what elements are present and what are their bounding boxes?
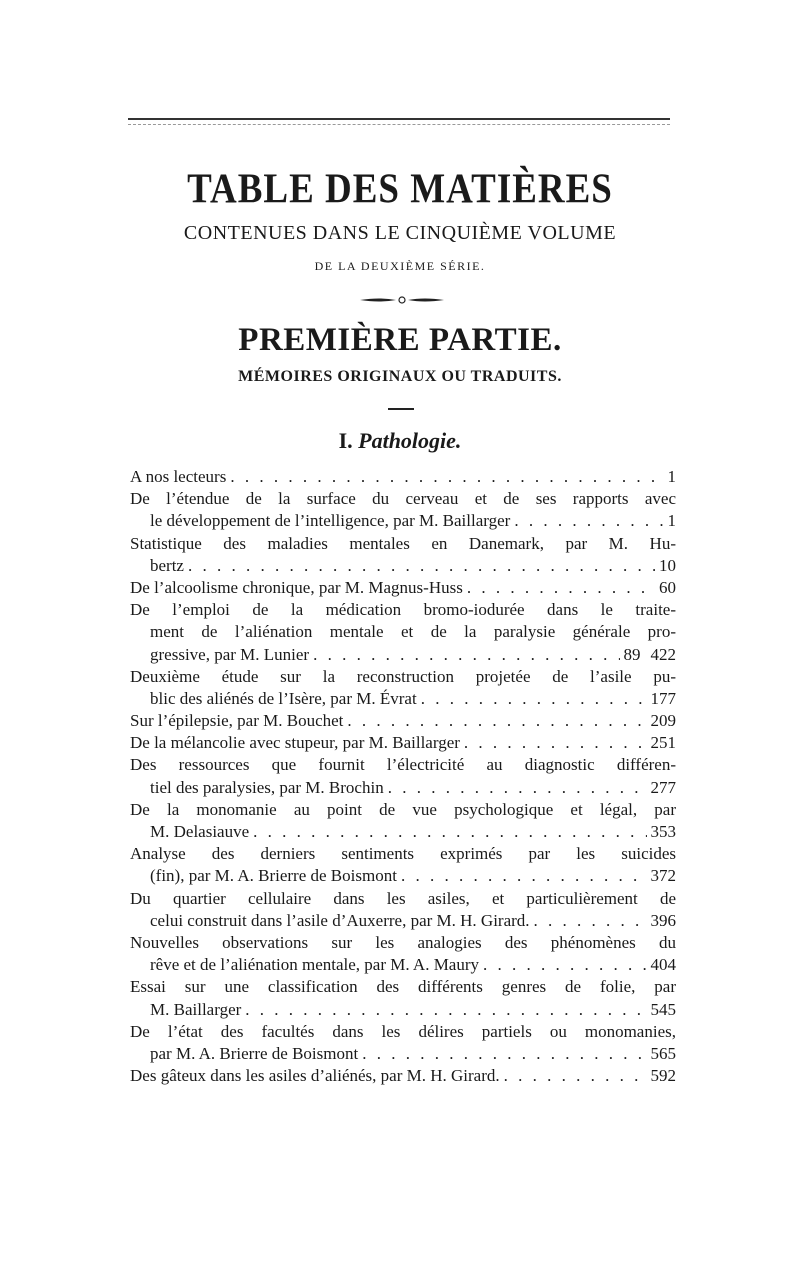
leader-dots (483, 954, 646, 976)
top-rule-dashed (128, 124, 670, 125)
section-number: I. (338, 428, 353, 453)
section-title: Pathologie. (358, 428, 462, 453)
toc-entry (130, 1021, 676, 1043)
toc-entry (130, 799, 676, 821)
toc-entry-continuation (130, 865, 676, 887)
toc-entry (130, 710, 676, 732)
toc-entry-text: De l’alcoolisme chronique, par M. Magnus-Huss (130, 577, 463, 597)
toc-entry (130, 599, 676, 621)
toc-page-number: 592 (650, 1066, 676, 1086)
table-of-contents (130, 466, 676, 1087)
toc-entry-text: Analyse des derniers sentiments exprimés par les suicides (130, 844, 676, 864)
toc-entry-text: M. Delasiauve (150, 822, 250, 841)
toc-entry-text: Des ressources que fournit l’électricité au diagnostic différen- (130, 755, 676, 775)
toc-entry-text: Essai sur une classification des différents genres de folie, par (130, 977, 676, 997)
toc-entry-text: (fin), par M. A. Brierre de Boismont (150, 866, 397, 886)
toc-entry-text: De la monomanie au point de vue psychologique et légal, par (130, 799, 676, 819)
toc-entry-continuation (130, 621, 676, 643)
toc-entry-text: ment de l’aliénation mentale et de la paralysie générale pro- (150, 622, 676, 642)
part-subtitle: MÉMOIRES ORIGINAUX OU TRADUITS. (238, 368, 562, 385)
leader-dots (514, 510, 663, 532)
leader-dots (188, 555, 655, 577)
toc-entry-continuation (130, 777, 676, 799)
toc-page-number: 372 (650, 866, 676, 886)
toc-entry (130, 577, 676, 599)
leader-dots (347, 710, 646, 732)
toc-page-number: 1 (667, 511, 676, 531)
ornament-divider-icon (360, 296, 444, 304)
series-label: DE LA DEUXIÈME SÉRIE. (314, 259, 486, 273)
toc-entry (130, 976, 676, 998)
leader-dots (467, 577, 655, 599)
toc-entry-text: De l’état des facultés dans les délires partiels ou monomanies, (130, 1021, 676, 1041)
toc-entry (130, 666, 676, 688)
top-rule (128, 118, 670, 120)
toc-entry (130, 533, 676, 555)
toc-page-number: 396 (650, 910, 676, 930)
toc-page-number-secondary: 422 (650, 644, 676, 664)
toc-entry-text: De la mélancolie avec stupeur, par M. Baillarger (130, 733, 460, 753)
toc-entry (130, 1065, 676, 1087)
leader-dots (313, 644, 619, 666)
toc-entry (130, 932, 676, 954)
toc-entry-continuation (130, 510, 676, 532)
toc-entry (130, 466, 676, 488)
toc-page-number: 1 (667, 467, 676, 486)
toc-page-number: 353 (650, 822, 676, 841)
toc-entry-text: blic des aliénés de l’Isère, par M. Évrat (150, 688, 417, 708)
part-title: PREMIÈRE PARTIE. (238, 322, 562, 358)
toc-entry-text: Sur l’épilepsie, par M. Bouchet (130, 711, 344, 731)
leader-dots (401, 865, 647, 887)
toc-entry-text: Nouvelles observations sur les analogies des phénomènes du (130, 932, 676, 952)
short-divider (388, 408, 414, 410)
leader-dots (230, 466, 663, 488)
toc-entry-continuation (130, 555, 676, 577)
toc-entry-text: Du quartier cellulaire dans les asiles, et particulièrement de (130, 888, 676, 908)
toc-page-number: 177 (650, 688, 676, 708)
toc-entry-continuation (130, 910, 676, 932)
leader-dots (362, 1043, 646, 1065)
toc-page-number: 251 (650, 733, 676, 753)
toc-entry-text: celui construit dans l’asile d’Auxerre, par M. H. Girard. (150, 910, 530, 930)
toc-entry-continuation (130, 999, 676, 1021)
section-heading (0, 428, 800, 454)
leader-dots (534, 910, 647, 932)
toc-entry-continuation (130, 821, 676, 843)
toc-entry-text: tiel des paralysies, par M. Brochin (150, 777, 384, 797)
toc-page-number: 277 (650, 777, 676, 797)
toc-entry-text: De l’étendue de la surface du cerveau et de ses rapports avec (130, 489, 676, 509)
toc-entry-text: Statistique des maladies mentales en Danemark, par M. Hu- (130, 533, 676, 553)
toc-entry-continuation (130, 954, 676, 976)
toc-entry-text: Deuxième étude sur la reconstruction projetée de l’asile pu- (130, 666, 676, 686)
toc-entry-text: gressive, par M. Lunier (150, 644, 310, 664)
toc-page-number: 10 (659, 555, 676, 575)
leader-dots (504, 1065, 647, 1087)
toc-entry (130, 732, 676, 754)
leader-dots (421, 688, 647, 710)
toc-page-number: 545 (650, 999, 676, 1019)
toc-entry-text: M. Baillarger (150, 999, 242, 1019)
toc-page-number: 89 (623, 644, 641, 664)
leader-dots (464, 732, 647, 754)
leader-dots (245, 999, 646, 1021)
page-title: TABLE DES MATIÈRES (187, 165, 613, 214)
toc-entry-text: bertz (150, 555, 184, 575)
toc-entry (130, 754, 676, 776)
toc-entry (130, 888, 676, 910)
toc-entry-text: rêve et de l’aliénation mentale, par M. A. Maury (150, 955, 480, 975)
toc-entry (130, 843, 676, 865)
toc-page-number: 565 (650, 1043, 676, 1063)
toc-entry-continuation (130, 688, 676, 710)
toc-entry-text: Des gâteux dans les asiles d’aliénés, par M. H. Girard. (130, 1066, 500, 1086)
toc-entry-text: A nos lecteurs (130, 467, 227, 486)
toc-page-number: 209 (650, 711, 676, 731)
page-subtitle: CONTENUES DANS LE CINQUIÈME VOLUME (183, 222, 617, 244)
toc-entry-text: le développement de l’intelligence, par M. Baillarger (150, 511, 511, 531)
toc-page-number: 404 (650, 955, 676, 975)
toc-entry-text: par M. A. Brierre de Boismont (150, 1043, 359, 1063)
toc-page-number: 60 (659, 577, 676, 597)
toc-entry-text: De l’emploi de la médication bromo-iodurée dans le traite- (130, 600, 676, 620)
toc-entry-continuation (130, 644, 676, 666)
toc-entry (130, 488, 676, 510)
leader-dots (388, 777, 647, 799)
toc-entry-continuation (130, 1043, 676, 1065)
leader-dots (253, 821, 646, 843)
